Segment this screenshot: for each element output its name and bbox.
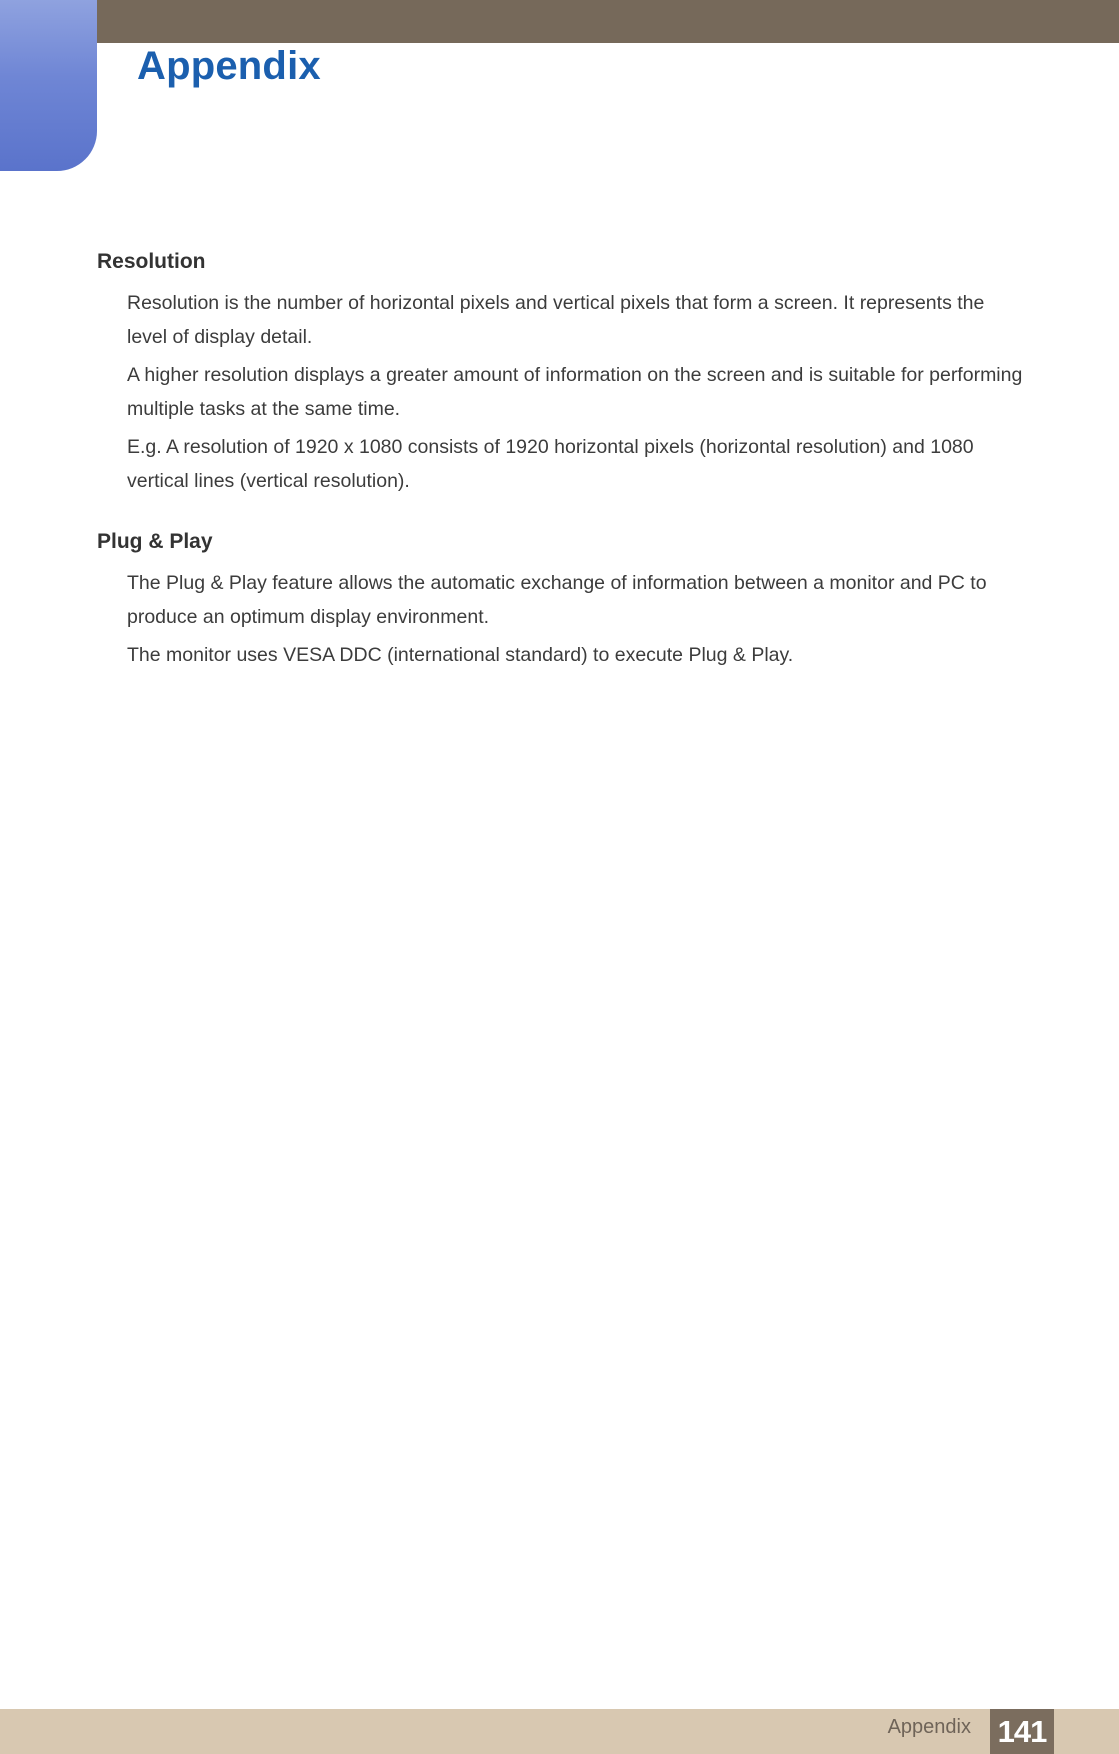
resolution-section (97, 250, 1027, 498)
plug-and-play-paragraph: The Plug & Play feature allows the automatic exchange of information between a monitor and PC to produce an optimum display environment. (127, 572, 987, 628)
plug-and-play-section (97, 530, 1027, 672)
chapter-tab-decoration (0, 0, 97, 171)
resolution-paragraph: E.g. A resolution of 1920 x 1080 consists of 1920 horizontal pixels (horizontal resolution) and 1080 vertical lines (vertical resolution). (127, 436, 974, 492)
header-bar (0, 0, 1119, 43)
resolution-paragraph: A higher resolution displays a greater amount of information on the screen and is suitable for performing multiple tasks at the same time. (127, 364, 1023, 420)
section-heading-resolution: Resolution (97, 250, 206, 273)
page-content (97, 250, 1027, 704)
page-number: 141 (990, 1709, 1054, 1754)
section-heading-plug-and-play: Plug & Play (97, 530, 213, 553)
footer-section-label: Appendix (887, 1716, 971, 1738)
chapter-title: Appendix (137, 44, 321, 88)
resolution-paragraph: Resolution is the number of horizontal pixels and vertical pixels that form a screen. It represents the level of display detail. (127, 292, 985, 348)
plug-and-play-paragraph: The monitor uses VESA DDC (international standard) to execute Plug & Play. (127, 644, 794, 666)
